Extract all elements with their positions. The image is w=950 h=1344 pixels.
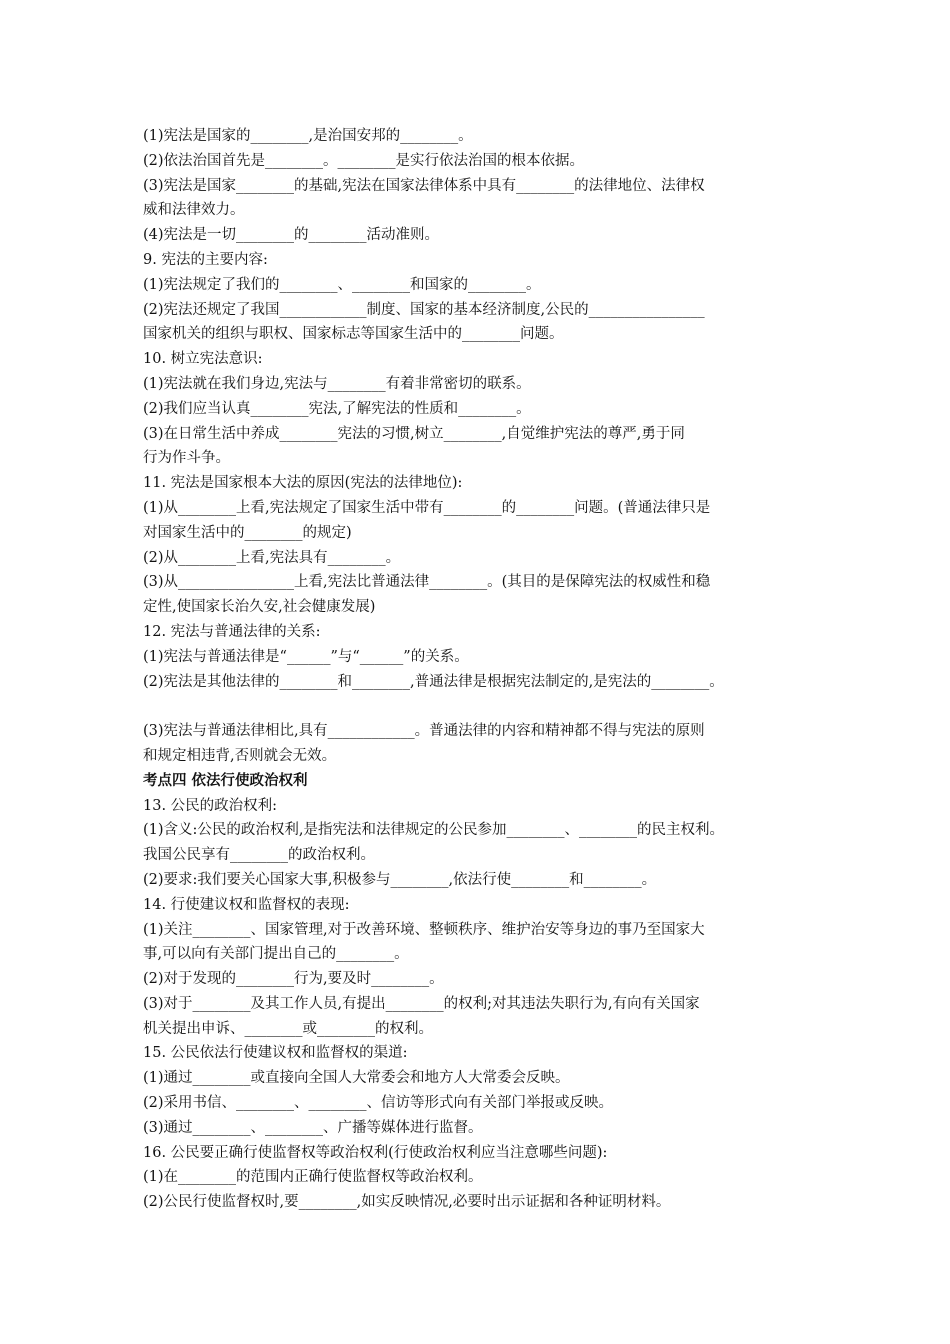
- text-line: (1)含义:公民的政治权利,是指宪法和法律规定的公民参加________、________的民主权利。: [143, 822, 725, 839]
- text-line: (3)宪法与普通法律相比,具有____________。普通法律的内容和精神都不得与宪法的原则: [143, 723, 705, 740]
- text-line: (2)公民行使监督权时,要________,如实反映情况,必要时出示证据和各种证明材料。: [143, 1194, 671, 1211]
- text-line: 我国公民享有________的政治权利。: [143, 847, 375, 864]
- text-line: 机关提出申诉、________或________的权利。: [143, 1020, 433, 1037]
- text-line: (2)对于发现的________行为,要及时________。: [143, 971, 444, 988]
- text-line: 16. 公民要正确行使监督权等政治权利(行使政治权利应当注意哪些问题):: [143, 1144, 608, 1161]
- text-line: (1)关注________、国家管理,对于改善环境、整顿秩序、维护治安等身边的事乃至国家大: [143, 921, 705, 938]
- text-line: 行为作斗争。: [143, 450, 230, 467]
- text-line: 14. 行使建议权和监督权的表现:: [143, 896, 350, 913]
- text-line: 9. 宪法的主要内容:: [143, 251, 268, 268]
- text-line: (3)在日常生活中养成________宪法的习惯,树立________,自觉维护宪法的尊严,勇于同: [143, 425, 685, 442]
- text-line: 定性,使国家长治久安,社会健康发展): [143, 599, 376, 616]
- text-line: (1)宪法规定了我们的________、________和国家的________。: [143, 276, 541, 293]
- text-line: (2)宪法还规定了我国____________制度、国家的基本经济制度,公民的________________: [143, 301, 705, 318]
- text-line: 10. 树立宪法意识:: [143, 351, 263, 368]
- text-line: (2)依法治国首先是________。________是实行依法治国的根本依据。: [143, 152, 585, 169]
- text-line: [143, 694, 823, 719]
- text-line: (3)宪法是国家________的基础,宪法在国家法律体系中具有________的法律地位、法律权: [143, 177, 705, 194]
- text-line: (1)宪法是国家的________,是治国安邦的________。: [143, 128, 473, 144]
- text-line: (1)宪法与普通法律是“______”与“______”的关系。: [143, 648, 469, 665]
- text-line: 对国家生活中的________的规定): [143, 524, 352, 541]
- text-line: 11. 宪法是国家根本大法的原因(宪法的法律地位):: [143, 475, 463, 492]
- text-line: (3)对于________及其工作人员,有提出________的权利;对其违法失职行为,有向有关国家: [143, 995, 700, 1012]
- text-line: 13. 公民的政治权利:: [143, 797, 278, 814]
- text-line: (2)从________上看,宪法具有________。: [143, 549, 401, 566]
- text-line: 和规定相违背,否则就会无效。: [143, 747, 337, 764]
- text-line: 15. 公民依法行使建议权和监督权的渠道:: [143, 1045, 408, 1062]
- text-line: (1)从________上看,宪法规定了国家生活中带有________的________问题。(普通法律只是: [143, 499, 711, 516]
- text-line: (1)通过________或直接向全国人大常委会和地方人大常委会反映。: [143, 1070, 570, 1087]
- section-heading: 考点四 依法行使政治权利: [143, 772, 308, 789]
- text-line: (1)在________的范围内正确行使监督权等政治权利。: [143, 1169, 483, 1186]
- text-line: (4)宪法是一切________的________活动准则。: [143, 227, 440, 244]
- text-line: (2)我们应当认真________宪法,了解宪法的性质和________。: [143, 400, 531, 417]
- text-line: 事,可以向有关部门提出自己的________。: [143, 946, 409, 963]
- text-line: (2)宪法是其他法律的________和________,普通法律是根据宪法制定的,是宪法的________。: [143, 673, 724, 690]
- text-line: 国家机关的组织与职权、国家标志等国家生活中的________问题。: [143, 326, 564, 343]
- document-body: [143, 124, 823, 1215]
- text-line: (3)从________________上看,宪法比普通法律________。(其目的是保障宪法的权威性和稳: [143, 574, 711, 591]
- text-line: (1)宪法就在我们身边,宪法与________有着非常密切的联系。: [143, 375, 531, 392]
- text-line: 12. 宪法与普通法律的关系:: [143, 623, 321, 640]
- text-line: (2)采用书信、________、________、信访等形式向有关部门举报或反映。: [143, 1095, 614, 1112]
- text-line: 威和法律效力。: [143, 202, 245, 219]
- text-line: (3)通过________、________、广播等媒体进行监督。: [143, 1119, 483, 1136]
- text-line: (2)要求:我们要关心国家大事,积极参与________,依法行使________和________。: [143, 871, 657, 888]
